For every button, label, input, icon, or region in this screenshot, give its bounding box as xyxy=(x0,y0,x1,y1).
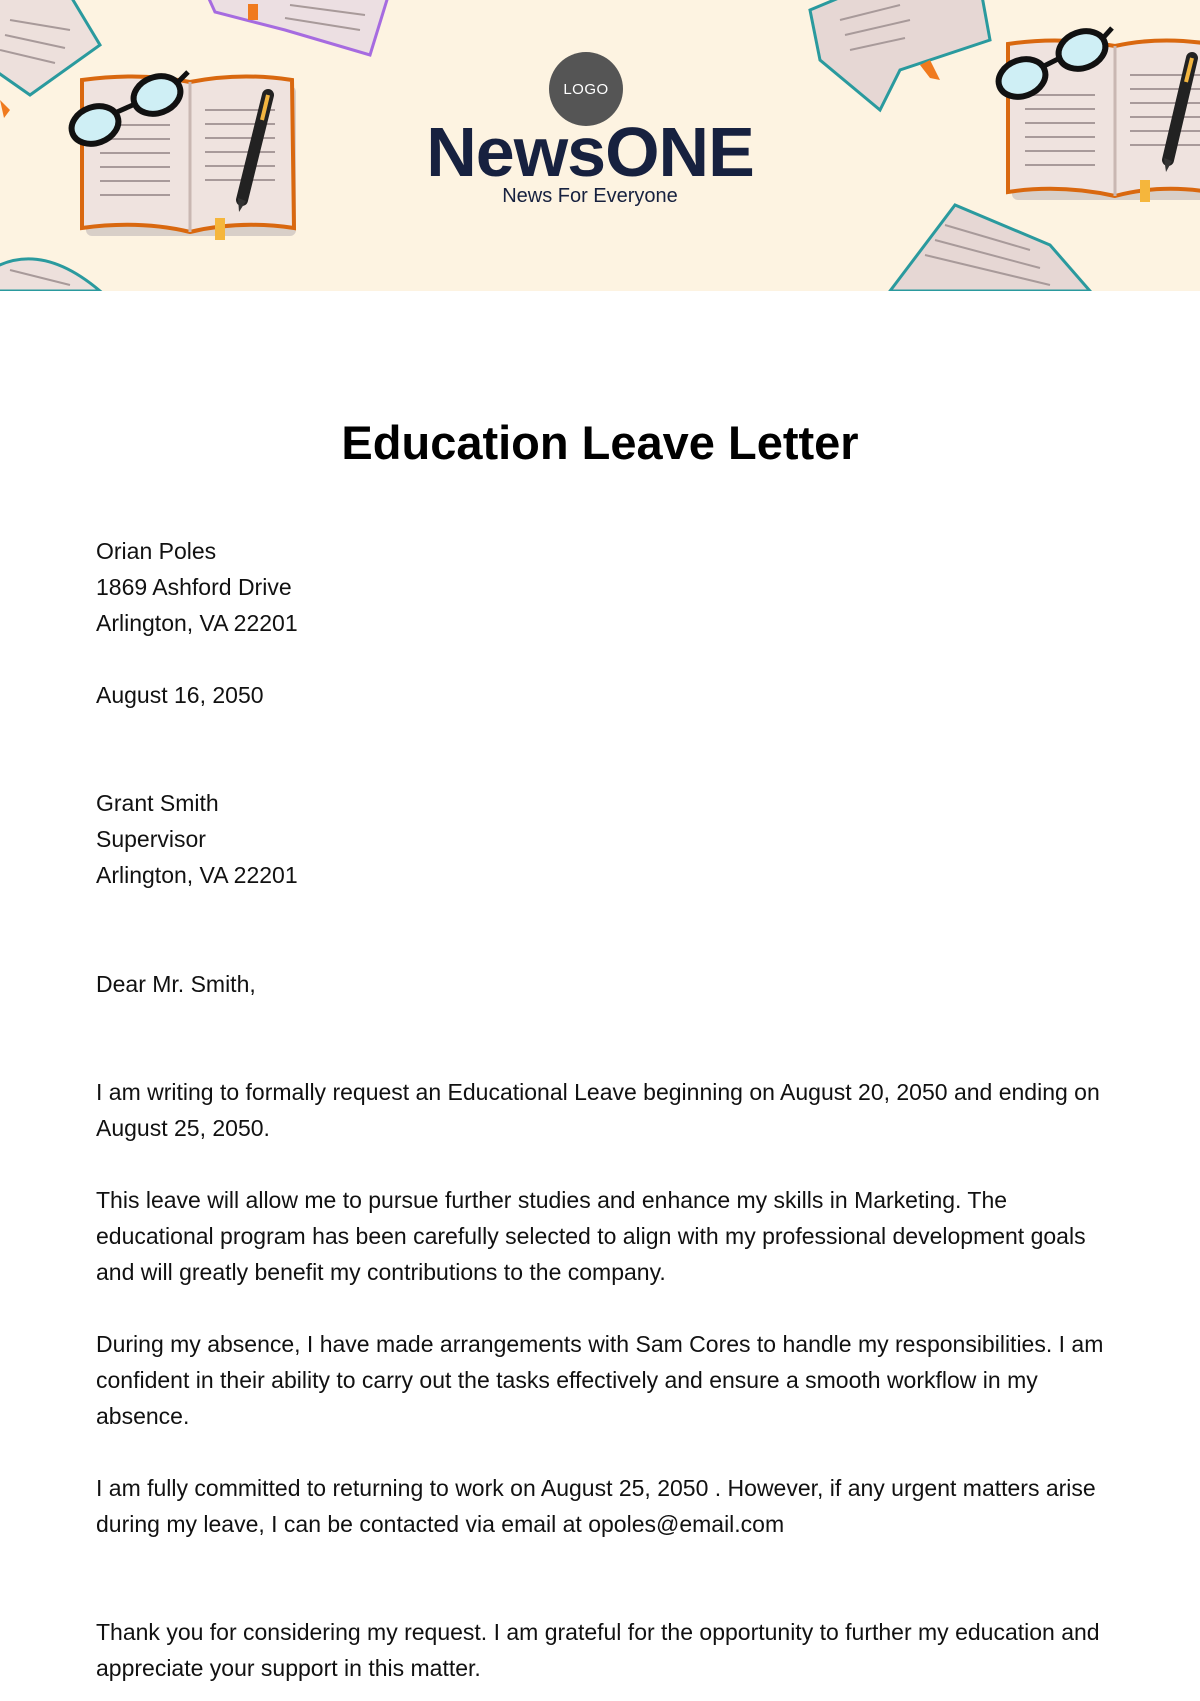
header-banner xyxy=(0,0,1200,291)
brand-block xyxy=(0,0,1200,291)
sender-name: Orian Poles xyxy=(96,538,217,564)
recipient-title: Supervisor xyxy=(96,826,206,852)
sender-address xyxy=(96,533,1106,641)
body-paragraph xyxy=(96,1182,1106,1290)
paragraph-text: Thank you for considering my request. I am grateful for the opportunity to further my education and appreciate your support in this matter. xyxy=(96,1619,1100,1681)
salutation: Dear Mr. Smith, xyxy=(96,971,256,997)
paragraph-text: I am writing to formally request an Educational Leave beginning on August 20, 2050 and ending on August 25, 2050. xyxy=(96,1079,1100,1141)
salutation-block xyxy=(96,966,1106,1002)
brand-tagline: News For Everyone xyxy=(502,185,678,207)
sender-street: 1869 Ashford Drive xyxy=(96,574,292,600)
logo-placeholder: LOGO xyxy=(549,52,623,126)
letter-date-block xyxy=(96,677,1106,713)
recipient-address xyxy=(96,785,1106,893)
recipient-city: Arlington, VA 22201 xyxy=(96,862,298,888)
recipient-name: Grant Smith xyxy=(96,790,219,816)
body-paragraph xyxy=(96,1074,1106,1146)
paragraph-text: During my absence, I have made arrangements with Sam Cores to handle my responsibilities. I am confident in their ability to carry out the tasks effectively and ensure a smooth workflow in my absence. xyxy=(96,1331,1104,1429)
body-paragraph xyxy=(96,1470,1106,1542)
letter-date: August 16, 2050 xyxy=(96,682,264,708)
document-title: Education Leave Letter xyxy=(341,416,859,469)
body-paragraph xyxy=(96,1614,1106,1686)
paragraph-text: I am fully committed to returning to work on August 25, 2050 . However, if any urgent matters arise during my leave, I can be contacted via email at opoles@email.com xyxy=(96,1475,1096,1537)
sender-city: Arlington, VA 22201 xyxy=(96,610,298,636)
body-paragraph xyxy=(96,1326,1106,1434)
brand-name: NewsONE xyxy=(426,113,754,191)
paragraph-text: This leave will allow me to pursue further studies and enhance my skills in Marketing. The educational program has been carefully selected to align with my professional development goals and will greatly benefit my contributions to the company. xyxy=(96,1187,1086,1285)
